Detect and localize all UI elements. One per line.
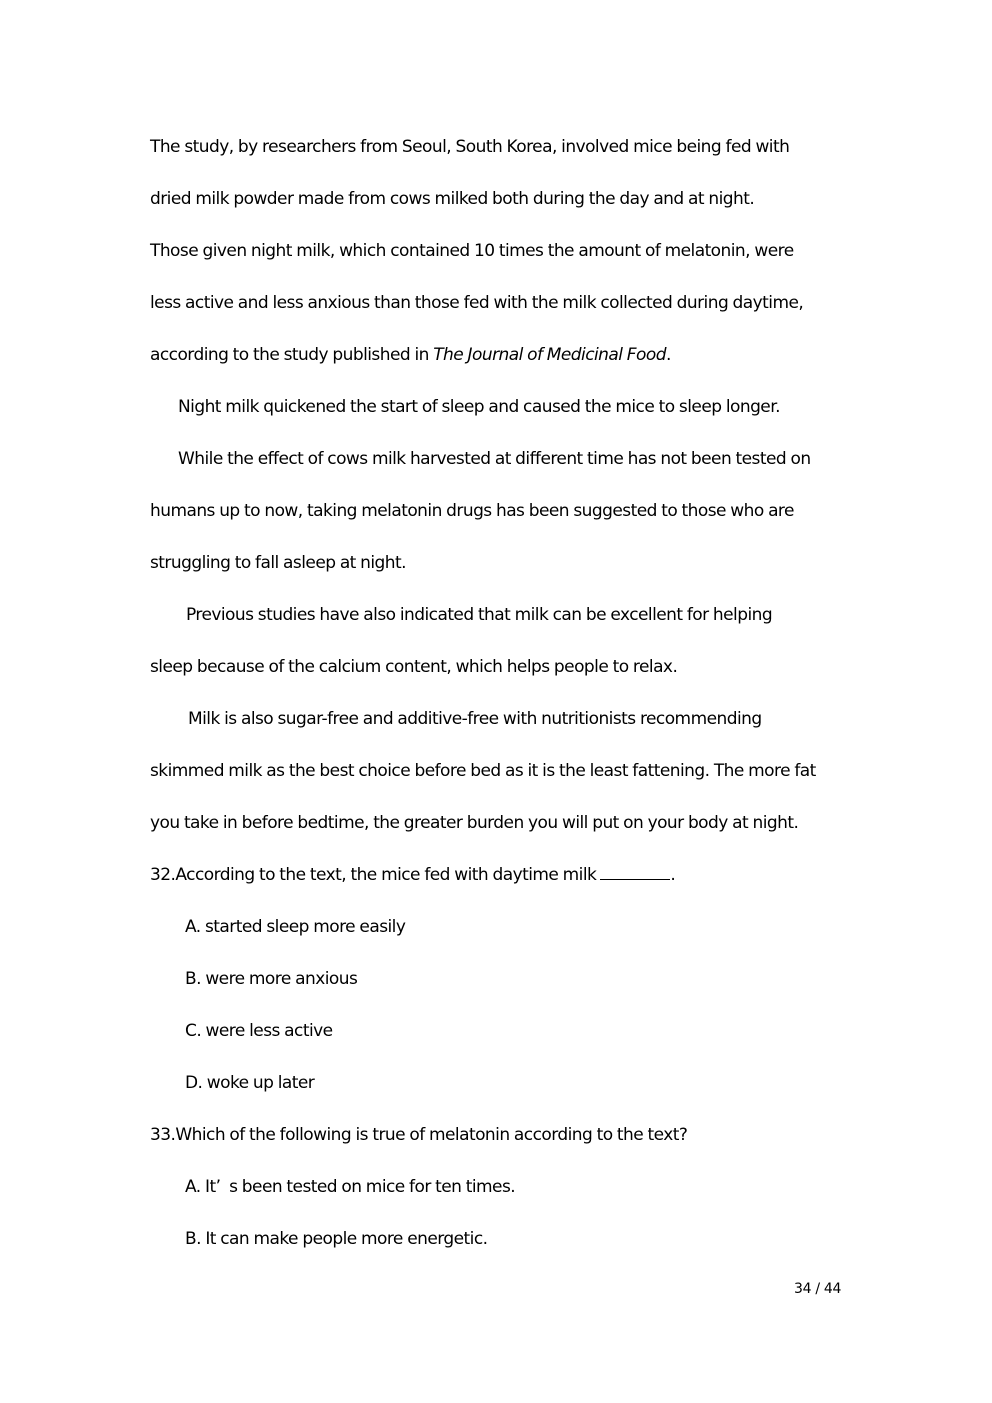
answer-option: A. It’ s been tested on mice for ten times.: [185, 1177, 516, 1197]
answer-option: B. It can make people more energetic.: [185, 1229, 488, 1249]
question-number: 32.: [150, 865, 176, 885]
passage-line: Those given night milk, which contained 10 times the amount of melatonin, were: [150, 241, 794, 261]
passage-line: Night milk quickened the start of sleep and caused the mice to sleep longer.: [178, 397, 780, 417]
passage-line: less active and less anxious than those fed with the milk collected during daytime,: [150, 293, 804, 313]
passage-line: humans up to now, taking melatonin drugs has been suggested to those who are: [150, 501, 794, 521]
question-text: Which of the following is true of melatonin according to the text?: [175, 1125, 688, 1145]
passage-line: you take in before bedtime, the greater burden you will put on your body at night.: [150, 813, 799, 833]
passage-line: The study, by researchers from Seoul, South Korea, involved mice being fed with: [150, 137, 790, 157]
passage-line: dried milk powder made from cows milked both during the day and at night.: [150, 189, 755, 209]
page-number: 34 / 44: [794, 1281, 842, 1297]
question-number: 33.: [150, 1125, 176, 1145]
passage-line: Milk is also sugar-free and additive-free with nutritionists recommending: [188, 709, 762, 729]
answer-blank: [600, 864, 670, 880]
passage-text: according to the study published in: [150, 345, 434, 365]
passage-line: struggling to fall asleep at night.: [150, 553, 406, 573]
answer-option: C. were less active: [185, 1021, 333, 1041]
question-text: .: [670, 865, 676, 885]
answer-option: A. started sleep more easily: [185, 917, 406, 937]
answer-option: B. were more anxious: [185, 969, 358, 989]
question-32-stem: [150, 864, 675, 886]
journal-title: The Journal of Medicinal Food: [433, 345, 666, 365]
passage-text: .: [665, 345, 671, 365]
passage-line: While the effect of cows milk harvested at different time has not been tested on: [178, 449, 811, 469]
passage-line: sleep because of the calcium content, which helps people to relax.: [150, 657, 678, 677]
answer-option: D. woke up later: [185, 1073, 315, 1093]
question-text: According to the text, the mice fed with daytime milk: [175, 865, 597, 885]
question-33-stem: [150, 1124, 687, 1146]
passage-line: skimmed milk as the best choice before bed as it is the least fattening. The more fat: [150, 761, 816, 781]
passage-line: [150, 344, 671, 366]
passage-line: Previous studies have also indicated that milk can be excellent for helping: [186, 605, 773, 625]
